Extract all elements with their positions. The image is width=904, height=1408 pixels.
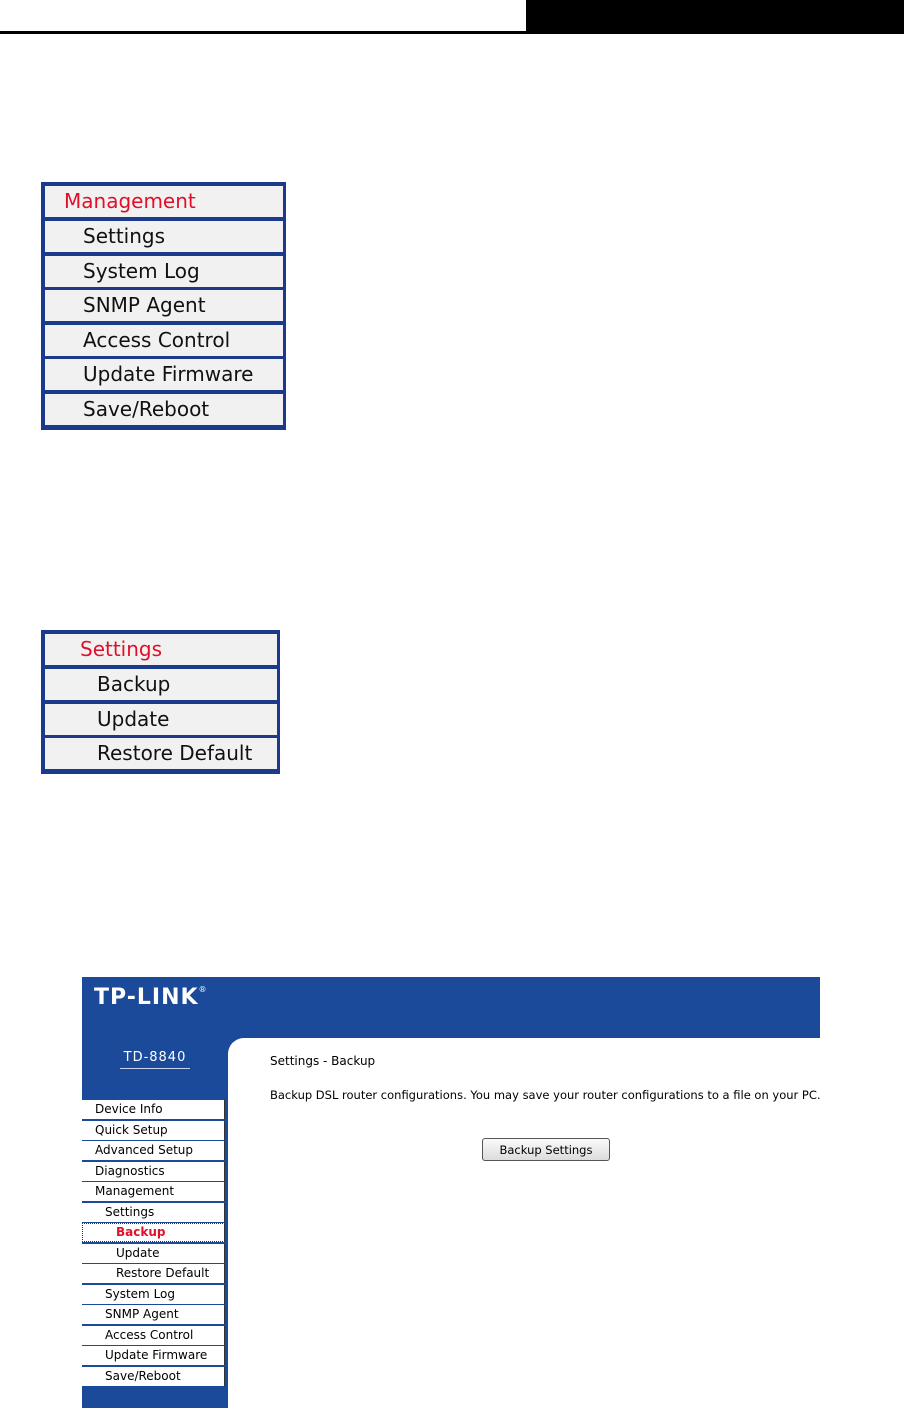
nav-item-quick-setup[interactable]: Quick Setup <box>82 1121 225 1140</box>
page-description: Backup DSL router configurations. You may save your router configurations to a file on your PC. <box>270 1088 821 1102</box>
main-content-area <box>228 1038 820 1408</box>
nav-item-advanced-setup[interactable]: Advanced Setup <box>82 1141 225 1160</box>
backup-settings-button[interactable]: Backup Settings <box>482 1138 610 1161</box>
settings-menu-item-update[interactable]: Update <box>45 704 277 735</box>
router-sidebar-nav <box>82 1100 225 1387</box>
nav-item-update-firmware[interactable]: Update Firmware <box>82 1346 225 1365</box>
nav-item-update[interactable]: Update <box>82 1244 225 1263</box>
nav-item-restore-default[interactable]: Restore Default <box>82 1264 225 1283</box>
nav-item-system-log[interactable]: System Log <box>82 1285 225 1304</box>
management-menu-item-snmp-agent[interactable]: SNMP Agent <box>45 290 283 321</box>
header-rule <box>0 31 904 34</box>
nav-item-management[interactable]: Management <box>82 1182 225 1201</box>
management-menu-item-system-log[interactable]: System Log <box>45 256 283 287</box>
nav-item-device-info[interactable]: Device Info <box>82 1100 225 1119</box>
management-menu-item-update-firmware[interactable]: Update Firmware <box>45 359 283 390</box>
settings-menu-item-restore-default[interactable]: Restore Default <box>45 738 277 769</box>
management-menu-header[interactable]: Management <box>45 186 283 217</box>
nav-item-save-reboot[interactable]: Save/Reboot <box>82 1367 225 1386</box>
settings-menu-panel <box>41 630 280 774</box>
nav-item-snmp-agent[interactable]: SNMP Agent <box>82 1305 225 1324</box>
settings-menu-header[interactable]: Settings <box>45 634 277 665</box>
nav-item-diagnostics[interactable]: Diagnostics <box>82 1162 225 1181</box>
model-name: TD-8840 <box>82 1050 228 1069</box>
management-menu-item-save-reboot[interactable]: Save/Reboot <box>45 394 283 425</box>
nav-item-backup[interactable]: Backup <box>82 1223 225 1242</box>
tp-link-logo: TP-LINK® <box>94 985 208 1010</box>
header-black-block <box>526 0 904 33</box>
settings-menu-item-backup[interactable]: Backup <box>45 669 277 700</box>
management-menu-item-settings[interactable]: Settings <box>45 221 283 252</box>
page-title: Settings - Backup <box>270 1054 376 1068</box>
nav-item-settings[interactable]: Settings <box>82 1203 225 1222</box>
router-ui-screenshot <box>82 977 820 1408</box>
management-menu-item-access-control[interactable]: Access Control <box>45 325 283 356</box>
management-menu-panel <box>41 182 286 430</box>
nav-item-access-control[interactable]: Access Control <box>82 1326 225 1345</box>
